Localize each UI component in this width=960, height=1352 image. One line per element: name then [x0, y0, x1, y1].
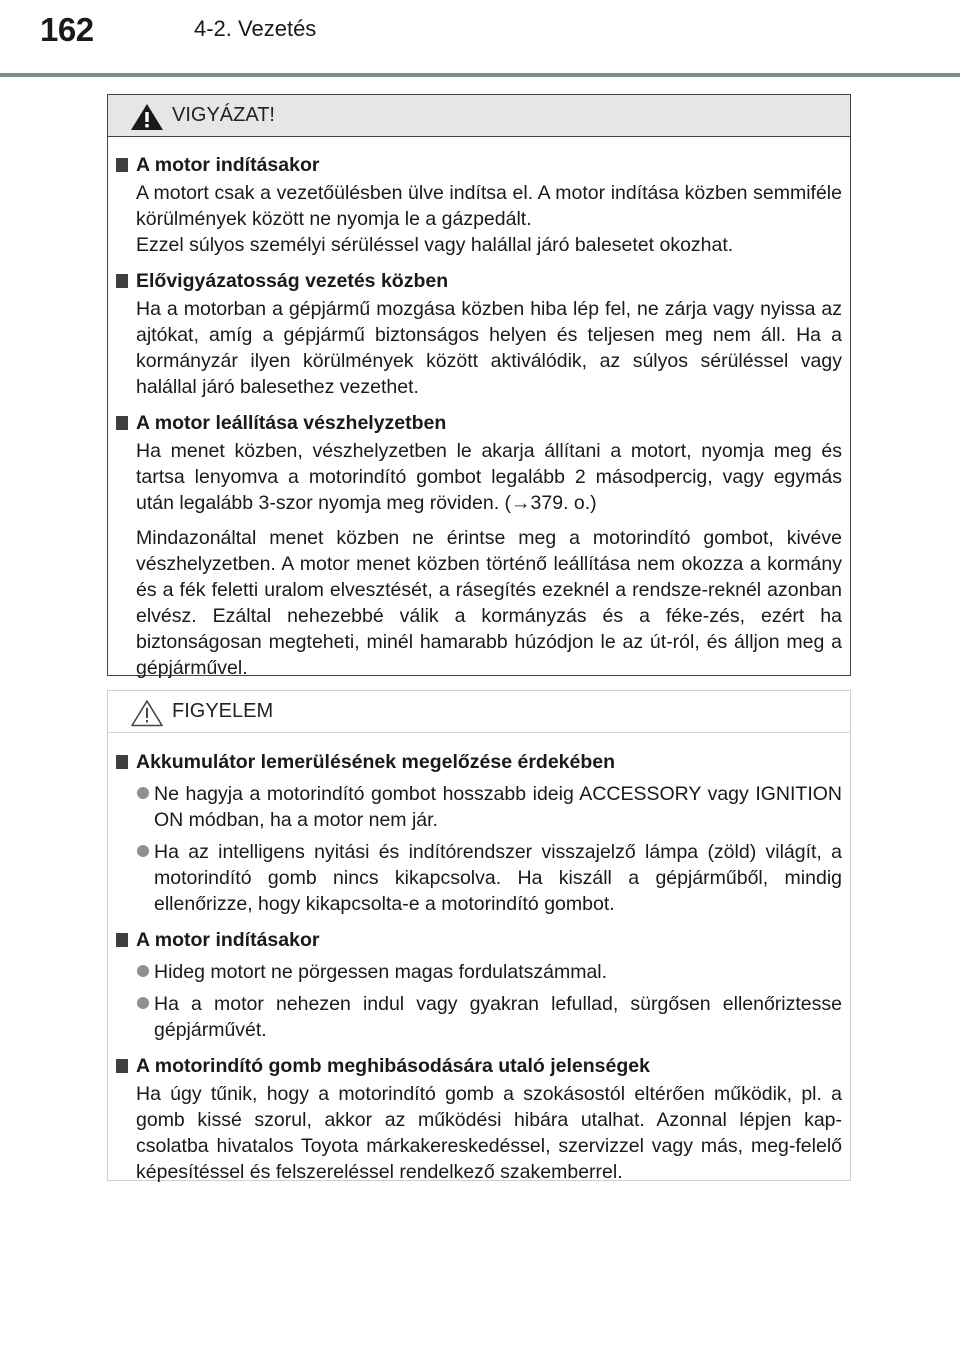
- circle-bullet-icon: [137, 997, 149, 1009]
- header-divider: [0, 73, 960, 77]
- circle-bullet-icon: [137, 845, 149, 857]
- warning-triangle-icon: [130, 103, 164, 131]
- paragraph: Mindazonáltal menet közben ne érintse meg a motorindító gombot, kivéve vészhelyzetben. A motor menet közben történő leállítása nem okozza a kormány és a fék feletti uralom elvesztését, a rásegítés ezeknél a rendsze-reknél azonban elvész. Ezáltal nehezebbé válik a kormányzás és a féke-zés, ezért ha biztonságosan megteheti, minél hamarabb húzódjon le az út-ról, és álljon meg a gépjárművel.: [136, 527, 842, 679]
- paragraph: Ha úgy tűnik, hogy a motorindító gomb a szokásostól eltérően működik, pl. a gomb kissé szorul, akkor az működési hibára utalhat. Azonnal lépjen kap-csolatba hivatalos Toyota márkakereskedéssel, szervizzel vagy más, meg-felelő képesítéssel és felszereléssel rendelkező szakemberrel.: [136, 1083, 842, 1183]
- circle-bullet-icon: [137, 965, 149, 977]
- list-item: Ha az intelligens nyitási és indítórendszer visszajelző lámpa (zöld) világít, a motorindító gomb nincs kikapcsolva. Ha kiszáll a gépjárműből, mindig ellenőrizze, hogy kikapcsolta-e a motorindító gombot.: [116, 839, 842, 917]
- section-heading: A motor leállítása vészhelyzetben: [116, 410, 842, 436]
- square-bullet-icon: [116, 755, 128, 769]
- paragraph: Ha a motorban a gépjármű mozgása közben hiba lép fel, ne zárja vagy nyissa az ajtókat, amíg a gépjármű biztonságos helyen és teljesen meg nem áll. Ha a kormányzár ilyen körülmények között aktiválódik, az súlyos sérüléssel vagy halállal járó balesethez vezethet.: [136, 298, 842, 398]
- section-heading: A motorindító gomb meghibásodására utaló jelenségek: [116, 1053, 842, 1079]
- section-heading: Akkumulátor lemerülésének megelőzése érdekében: [116, 749, 842, 775]
- notice-section-engine-start: [116, 927, 842, 1043]
- page-number: 162: [40, 11, 94, 48]
- warning-section-driving-caution: [116, 268, 842, 400]
- section-heading: Elővigyázatosság vezetés közben: [116, 268, 842, 294]
- notice-header: [108, 691, 850, 733]
- warning-box: [107, 94, 851, 679]
- warning-header: [108, 95, 850, 137]
- warning-title: VIGYÁZAT!: [172, 104, 275, 126]
- paragraph: Ezzel súlyos személyi sérüléssel vagy halállal járó balesetet okozhat.: [136, 234, 734, 256]
- caution-triangle-icon: [130, 699, 164, 727]
- notice-body: [108, 733, 850, 1185]
- notice-title: FIGYELEM: [172, 700, 274, 722]
- paragraph: A motort csak a vezetőülésben ülve indítsa el. A motor indítása közben semmiféle körülmények között ne nyomja le a gázpedált.: [136, 182, 842, 230]
- square-bullet-icon: [116, 1059, 128, 1073]
- list-item: Hideg motort ne pörgessen magas fordulatszámmal.: [116, 959, 842, 985]
- section-heading: A motor indításakor: [116, 152, 842, 178]
- page-header: [0, 0, 960, 80]
- notice-section-button-fault: [116, 1053, 842, 1185]
- notice-box: [107, 690, 851, 1181]
- warning-body: [108, 137, 850, 681]
- square-bullet-icon: [116, 274, 128, 288]
- warning-section-emergency-stop: [116, 410, 842, 681]
- chapter-title: 4-2. Vezetés: [194, 16, 317, 41]
- notice-section-battery: [116, 749, 842, 917]
- square-bullet-icon: [116, 933, 128, 947]
- paragraph: Ha menet közben, vészhelyzetben le akarja állítani a motort, nyomja meg és tartsa lenyomva a motorindító gombot legalább 2 másodpercig, vagy egymás után legalább 3-szor nyomja meg röviden. (→379. o.): [136, 440, 842, 514]
- square-bullet-icon: [116, 158, 128, 172]
- circle-bullet-icon: [137, 787, 149, 799]
- square-bullet-icon: [116, 416, 128, 430]
- warning-section-engine-start: [116, 152, 842, 258]
- section-heading: A motor indításakor: [116, 927, 842, 953]
- list-item: Ha a motor nehezen indul vagy gyakran lefullad, sürgősen ellenőriztesse gépjárművét.: [116, 991, 842, 1043]
- list-item: Ne hagyja a motorindító gombot hosszabb ideig ACCESSORY vagy IGNITION ON módban, ha a motor nem jár.: [116, 781, 842, 833]
